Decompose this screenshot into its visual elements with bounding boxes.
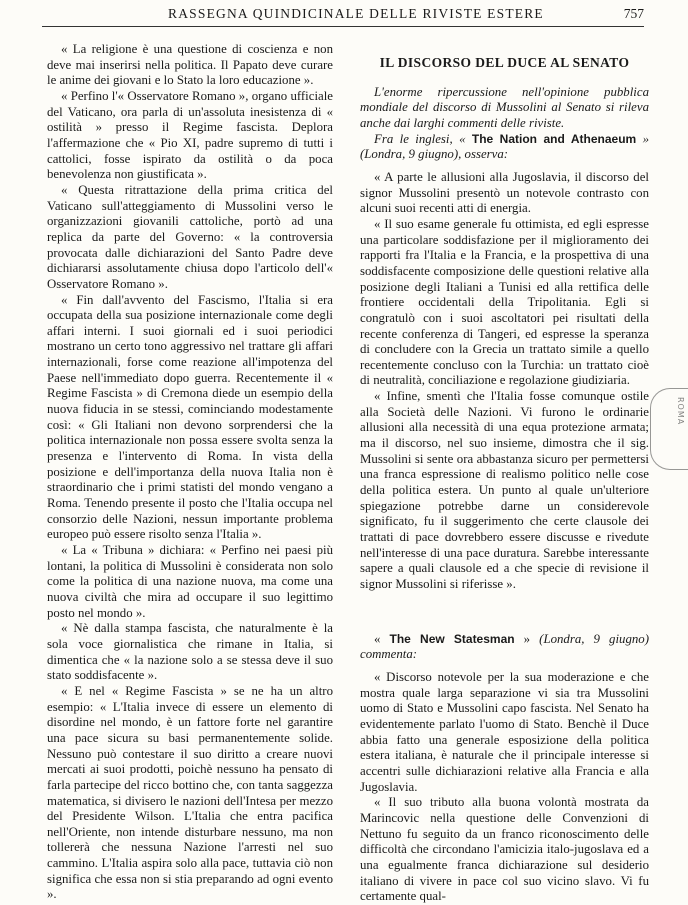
right-column	[360, 42, 649, 905]
left-column	[47, 42, 333, 903]
paragraph: « Discorso notevole per la sua moderazione e che mostra quale larga separazione vi sia tra Mussolini uomo di Stato e Mussolini capo fascista. Nel Senato ha evidentemente parlato l'uomo di Stato. Benchè il Duce abbia fatto una generale esposizione della politica estera italiana, è naturale che il principale interesse si accentri sulle dichiarazioni relative alla Francia e alla Jugoslavia.	[360, 669, 649, 794]
paragraph: « Perfino l'« Osservatore Romano », organo ufficiale del Vaticano, ora parla di un'assoluta inesistenza di « ostilità » presso il Regime fascista. Deplora l'affermazione che « Pio XI, padre supremo di tutti i cattolici, fosse ispirato da ostilità o da poca benevolenza non giustificata ».	[47, 88, 333, 182]
source-prefix: Fra le inglesi, «	[374, 131, 472, 146]
source-line	[360, 132, 649, 163]
paragraph: « Il suo tributo alla buona volontà mostrata da Marincovic nella questione delle Convenzioni di Nettuno fu seguito da un franco riconoscimento delle difficoltà che circondano l'amicizia italo-jugoslava ed a una egualmente franca dichiarazione sul desiderio italiano di vivere in pace col suo vicino slavo. Vi fu certamente qual-	[360, 795, 649, 904]
paragraph: « Fin dall'avvento del Fascismo, l'Italia si era occupata della sua posizione internazionale come degli affari interni. I suoi giornali ed i suoi periodici mostrano un certo tono aggressivo nel trattare gli affari internazionali, forse come reazione all'impotenza del Paese nell'immediato dopo guerra. Recentemente il « Regime Fascista » di Cremona diede un esempio della nuova fiducia in se stessi, cominciando modestamente così: « Gli Italiani non devono sorprendersi che la politica internazionale non possa essere svolta senza la presenza e l'intervento di Roma. In vista della posizione e dell'importanza della nuova Italia non è straordinario che i primi statisti del mondo vengano a Roma. Tenendo presente il posto che l'Italia occupa nel consorzio delle Nazioni, nessun importante problema europeo può essere risolto senza l'Italia ».	[47, 292, 333, 542]
source-details: (Londra, 9 giugno), osserva:	[360, 147, 509, 162]
paragraph: « A parte le allusioni alla Jugoslavia, il discorso del signor Mussolini presentò un notevole contrasto con alcuni suoi recenti atti di energia.	[360, 169, 649, 216]
paragraph: « Nè dalla stampa fascista, che naturalmente è la sola voce giornalistica che rimane in Italia, si dimentica che « la nazione solo a se stessa deve il suo stato soddisfacente ».	[47, 621, 333, 683]
intro-text: L'enorme ripercussione nell'opinione pubblica mondiale del discorso di Mussolini al Senato si rileva anche dai larghi commenti delle riviste.	[360, 84, 649, 130]
header-rule	[42, 26, 644, 27]
running-title: RASSEGNA QUINDICINALE DELLE RIVISTE ESTERE	[168, 6, 544, 21]
source-name: The Nation and Athenaeum	[471, 131, 637, 146]
paragraph: « E nel « Regime Fascista » se ne ha un altro esempio: « L'Italia invece di essere un elemento di disordine nel mondo, è un fattore forte nel garantire una pace sicura su basi permanentemente solide. Nessuno può contestare il suo diritto a creare nuovi mercati ai suoi prodotti, poichè nessuno ha pensato di farla partecipe del ricco bottino che, con tanta saggezza matematica, si divisero le nazioni dell'Intesa per mezzo del Presidente Wilson. L'Italia che entra pacifica nell'Oriente, non intende disturbare nessuno, ma non tollererà che nessuna Nazione l'arresti nel suo cammino. L'Italia aspira solo alla pace, tuttavia ciò non significa che essa non si stia preparando ad ogni evento ».	[47, 683, 333, 902]
page-number: 757	[623, 6, 644, 21]
paragraph: « Questa ritrattazione della prima critica del Vaticano sull'atteggiamento di Mussolini verso le organizzazioni giovanili cattoliche, portò ad una replica da parte del Governo: « la controversia provocata dalle dichiarazioni del Santo Padre deve dichiararsi assolutamente chiusa dopo l'articolo dell'« Osservatore Romano ».	[47, 182, 333, 291]
paragraph: « La « Tribuna » dichiara: « Perfino nei paesi più lontani, la politica di Mussolini è considerata non solo come la politica di una nazione nuova, ma come una nuova civiltà che mira ad occupare il suo legittimo posto nel mondo ».	[47, 543, 333, 620]
paragraph: « Infine, smentì che l'Italia fosse comunque ostile alla Società delle Nazioni. Vi furono le ordinarie allusioni alla necessità di una equa protezione armata; ma il discorso, nel suo insieme, dimostra che il sig. Mussolini si sente ora abbastanza sicuro per permettersi una franca espressione di realismo politico nelle cose della politica estera. Un punto al quale un'ulteriore spiegazione potrebbe darne un considerevole significato, fu il suggerimento che certe clausole dei trattati di pace dovrebbero essere discusse e rivedute nell'interesse di una pace duratura. Sarebbe interessante sapere a quali clausole ed a che specie di revisione il signor Mussolini si riferisse ».	[360, 389, 649, 591]
source-suffix: »	[636, 131, 649, 146]
paragraph: « La religione è una questione di coscienza e non deve mai inserirsi nella politica. Il Papato deve curare le anime dei giovani e lo Stato la loro educazione ».	[47, 42, 333, 88]
source-name: The New Statesman	[389, 631, 515, 646]
library-stamp	[650, 388, 688, 470]
stamp-text: ROMA	[676, 397, 685, 426]
article-title: IL DISCORSO DEL DUCE AL SENATO	[379, 55, 630, 70]
source-suffix: »	[514, 631, 531, 646]
running-head	[0, 0, 688, 40]
article-intro	[360, 85, 649, 163]
source-details: (Londra, 9 giugno) commenta:	[360, 631, 650, 662]
paragraph: « Il suo esame generale fu ottimista, ed egli espresse una particolare soddisfazione per il miglioramento dei rapporti fra l'Italia e la Francia, e la prospettiva di una soddisfacente composizione delle questioni relative alla posizione degli Italiani a Tunisi ed alla rettifica delle frontiere occidentali della Tripolitania. Egli si congratulò con i suoi ascoltatori pei risultati della recente conferenza di Tangeri, ed espresse la speranza di concludere con la Grecia un trattato simile a quello recentemente concluso con la Turchia: un trattato cioè di neutralità, conciliazione e regolazione giudiziaria.	[360, 216, 649, 388]
source-line	[360, 632, 649, 663]
source-prefix: «	[374, 631, 390, 646]
